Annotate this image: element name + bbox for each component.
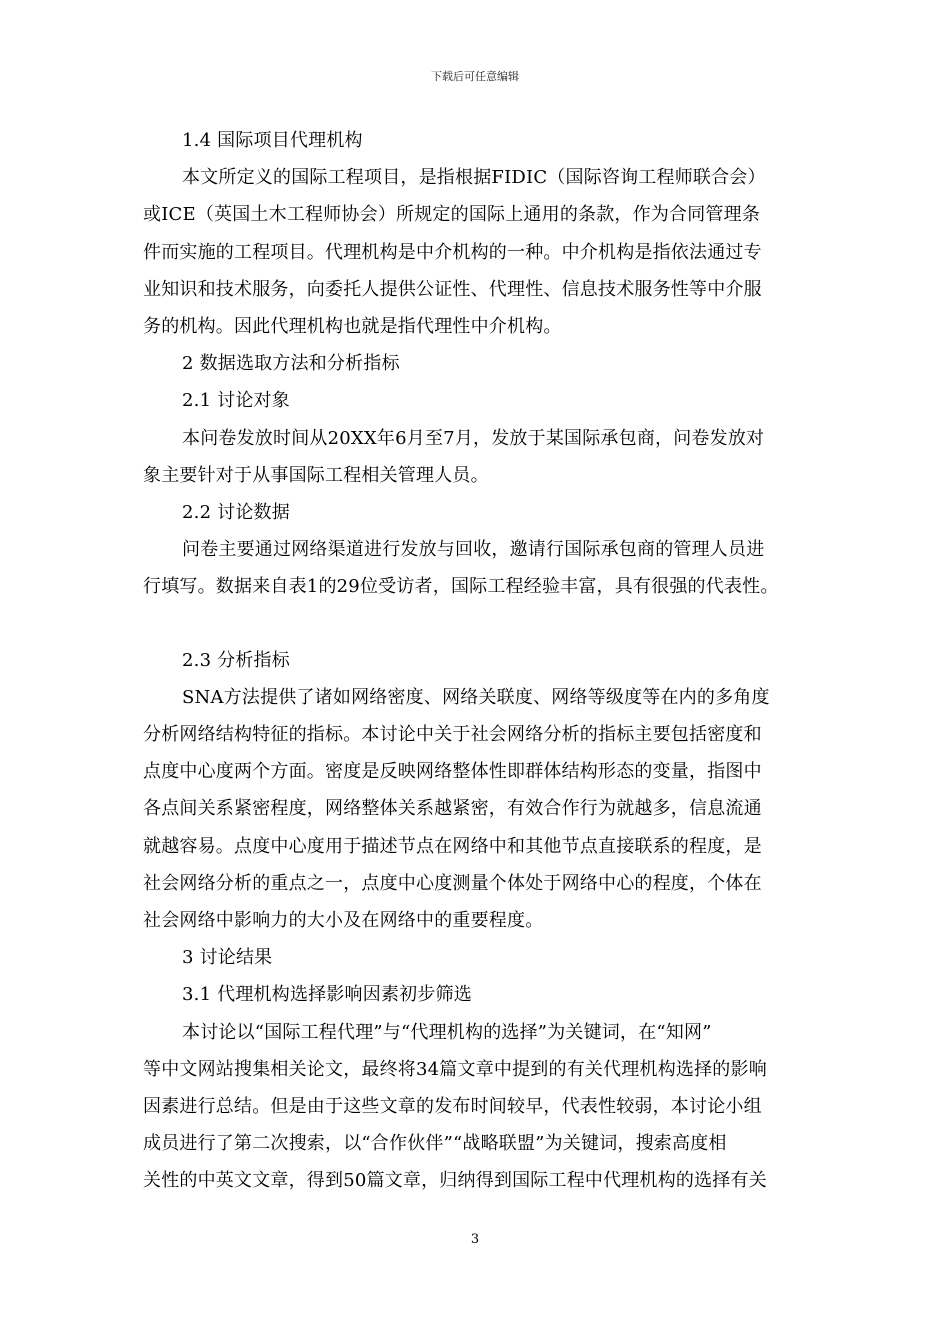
section-heading: 3 讨论结果 — [182, 947, 273, 969]
section-heading: 2.2 讨论数据 — [182, 502, 290, 524]
page-header: 下载后可任意编辑 — [431, 70, 519, 83]
page-number: 3 — [470, 1232, 480, 1247]
paragraph-line: 象主要针对于从事国际工程相关管理人员。 — [143, 464, 489, 486]
paragraph-line: 行填写。数据来自表1的29位受访者，国际工程经验丰富，具有很强的代表性。 — [143, 576, 779, 598]
paragraph-line: 关性的中英文文章，得到50篇文章，归纳得到国际工程中代理机构的选择有关 — [143, 1170, 767, 1192]
paragraph-line: 或ICE（英国土木工程师协会）所规定的国际上通用的条款，作为合同管理条 — [143, 204, 761, 226]
section-heading: 3.1 代理机构选择影响因素初步筛选 — [182, 984, 472, 1006]
paragraph-line: 本讨论以“国际工程代理”与“代理机构的选择”为关键词，在“知网” — [182, 1021, 712, 1043]
paragraph-line: 分析网络结构特征的指标。本讨论中关于社会网络分析的指标主要包括密度和 — [143, 724, 762, 746]
paragraph-line: 各点间关系紧密程度，网络整体关系越紧密，有效合作行为就越多，信息流通 — [143, 798, 762, 820]
paragraph-line: 件而实施的工程项目。代理机构是中介机构的一种。中介机构是指依法通过专 — [143, 241, 762, 263]
paragraph-line: 点度中心度两个方面。密度是反映网络整体性即群体结构形态的变量，指图中 — [143, 761, 762, 783]
paragraph-line: 本文所定义的国际工程项目，是指根据FIDIC（国际咨询工程师联合会） — [182, 167, 766, 189]
section-heading: 1.4 国际项目代理机构 — [182, 130, 363, 151]
paragraph-line: 社会网络中影响力的大小及在网络中的重要程度。 — [143, 910, 544, 932]
section-heading: 2 数据选取方法和分析指标 — [182, 353, 400, 375]
paragraph-line: SNA方法提供了诸如网络密度、网络关联度、网络等级度等在内的多角度 — [182, 686, 770, 708]
document-body — [143, 122, 823, 1200]
paragraph-line: 社会网络分析的重点之一，点度中心度测量个体处于网络中心的程度，个体在 — [143, 872, 762, 894]
blank-line — [143, 606, 823, 642]
paragraph-line: 本问卷发放时间从20XX年6月至7月，发放于某国际承包商，问卷发放对 — [182, 427, 765, 449]
paragraph-line: 因素进行总结。但是由于这些文章的发布时间较早，代表性较弱，本讨论小组 — [143, 1096, 762, 1118]
paragraph-line: 业知识和技术服务，向委托人提供公证性、代理性、信息技术服务性等中介服 — [143, 278, 762, 300]
paragraph-line: 等中文网站搜集相关论文，最终将34篇文章中提到的有关代理机构选择的影响 — [143, 1058, 767, 1080]
section-heading: 2.1 讨论对象 — [182, 390, 290, 412]
paragraph-line: 问卷主要通过网络渠道进行发放与回收，邀请行国际承包商的管理人员进 — [182, 539, 765, 561]
paragraph-line: 成员进行了第二次搜索，以“合作伙伴”“战略联盟”为关键词，搜索高度相 — [143, 1133, 727, 1155]
section-heading: 2.3 分析指标 — [182, 649, 290, 671]
paragraph-line: 务的机构。因此代理机构也就是指代理性中介机构。 — [143, 316, 562, 338]
paragraph-line: 就越容易。点度中心度用于描述节点在网络中和其他节点直接联系的程度，是 — [143, 835, 762, 857]
